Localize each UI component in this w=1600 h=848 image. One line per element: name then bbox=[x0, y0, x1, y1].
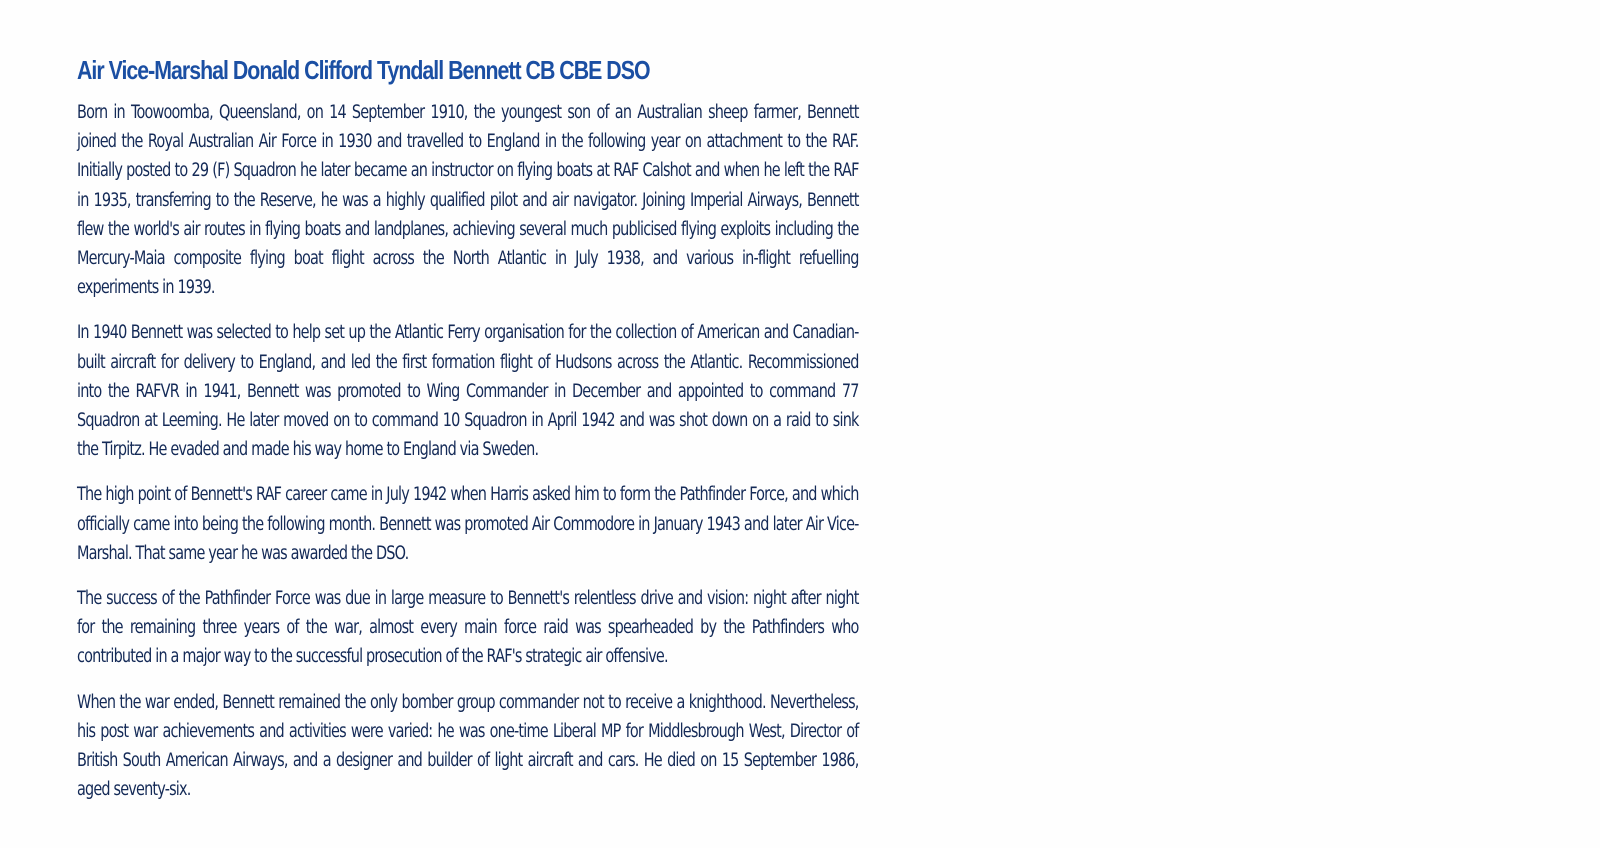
paragraph-early-life: Born in Toowoomba, Queensland, on 14 September 1910, the youngest son of an Australian sheep farmer, Bennett joined the Royal Australian Air Force in 1930 and travelled to England in the following year on attachment to the RAF. Initially posted to 29 (F) Squadron he later became an instructor on flying boats at RAF Calshot and when he left the RAF in 1935, transferring to the Reserve, he was a highly qualified pilot and air navigator. Joining Imperial Airways, Bennett flew the world's air routes in flying boats and landplanes, achieving several much publicised flying exploits including the Mercury-Maia composite flying boat flight across the North Atlantic in July 1938, and various in-flight refuelling experiments in 1939. bbox=[77, 102, 859, 299]
paragraph-pathfinder-success: The success of the Pathfinder Force was due in large measure to Bennett's relentless drive and vision: night after night for the remaining three years of the war, almost every main force raid was spearheaded by the Pathfinders who contributed in a major way to the successful prosecution of the RAF's strategic air offensive. bbox=[77, 588, 859, 668]
page-title: Air Vice-Marshal Donald Clifford Tyndall Bennett CB CBE DSO bbox=[77, 55, 650, 85]
paragraph-atlantic-ferry: In 1940 Bennett was selected to help set up the Atlantic Ferry organisation for the collection of American and Canadian-built aircraft for delivery to England, and led the first formation flight of Hudsons across the Atlantic. Recommissioned into the RAFVR in 1941, Bennett was promoted to Wing Commander in December and appointed to command 77 Squadron at Leeming. He later moved on to command 10 Squadron in April 1942 and was shot down on a raid to sink the Tirpitz. He evaded and made his way home to England via Sweden. bbox=[77, 322, 859, 461]
paragraph-post-war: When the war ended, Bennett remained the only bomber group commander not to receive a knighthood. Nevertheless, his post war achievements and activities were varied: he was one-time Liberal MP for Middlesbrough West, Director of British South American Airways, and a designer and builder of light aircraft and cars. He died on 15 September 1986, aged seventy-six. bbox=[77, 691, 859, 801]
biography-section bbox=[77, 50, 859, 820]
paragraph-pathfinder-force: The high point of Bennett's RAF career came in July 1942 when Harris asked him to form the Pathfinder Force, and which officially came into being the following month. Bennett was promoted Air Commodore in January 1943 and later Air Vice-Marshal. That same year he was awarded the DSO. bbox=[77, 484, 859, 564]
